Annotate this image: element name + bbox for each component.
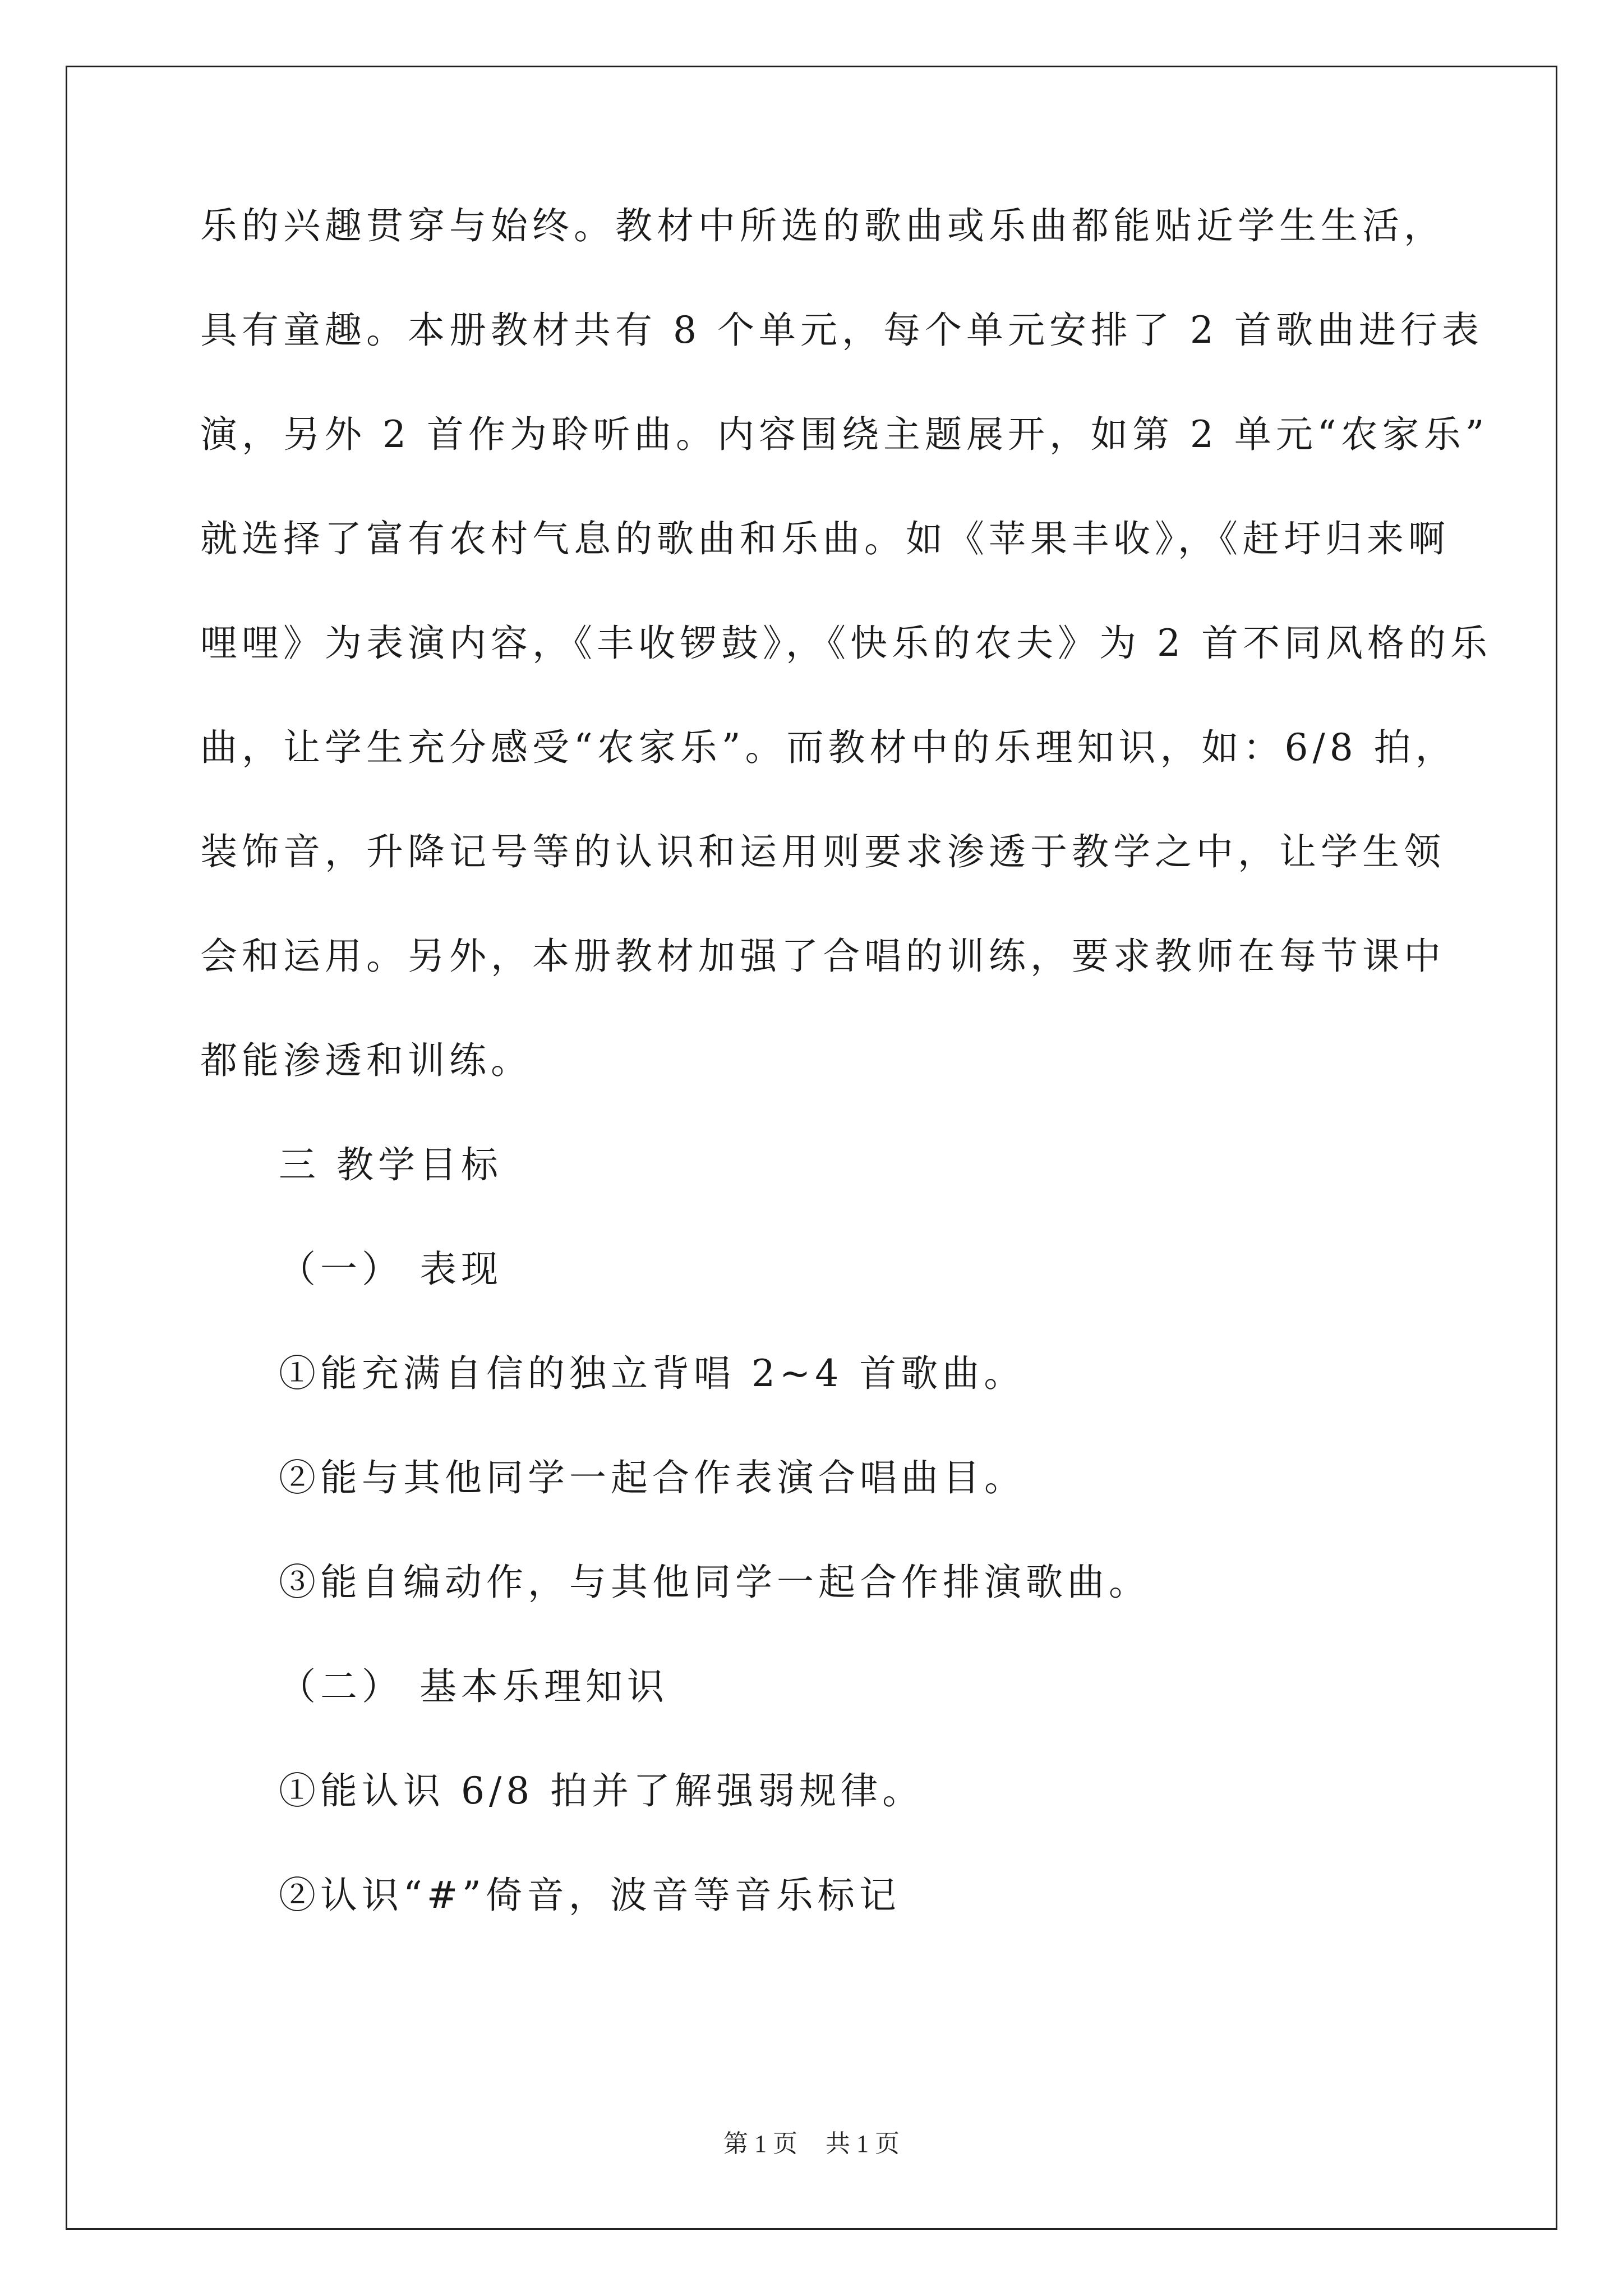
paragraph-line: 都能渗透和训练。 [200,1039,532,1082]
paragraph-line: 会和运用。另外，本册教材加强了合唱的训练，要求教师在每节课中 [200,935,1445,978]
paragraph-line: 装饰音，升降记号等的认识和运用则要求渗透于教学之中，让学生领 [200,830,1445,873]
subsection-heading-music-theory: （二） 基本乐理知识 [279,1665,668,1708]
paragraph-line: 哩哩》为表演内容，《丰收锣鼓》，《快乐的农夫》为 2 首不同风格的乐 [200,622,1492,665]
list-item: ③能自编动作，与其他同学一起合作排演歌曲。 [279,1561,1150,1604]
list-item: ②认识“#”倚音，波音等音乐标记 [279,1874,901,1917]
list-item: ①能充满自信的独立背唱 2~4 首歌曲。 [279,1352,1026,1395]
paragraph-line: 具有童趣。本册教材共有 8 个单元，每个单元安排了 2 首歌曲进行表 [200,309,1483,352]
paragraph-line: 就选择了富有农村气息的歌曲和乐曲。如《苹果丰收》，《赶圩归来啊 [200,517,1450,560]
subsection-heading-performance: （一） 表现 [279,1248,502,1291]
page-footer [0,2123,1623,2159]
paragraph-line: 演，另外 2 首作为聆听曲。内容围绕主题展开，如第 2 单元“农家乐” [200,413,1489,456]
list-item: ①能认识 6/8 拍并了解强弱规律。 [279,1769,924,1812]
page-number-current: 第 1 页 [723,2130,797,2157]
document-body [200,204,1492,1981]
paragraph-line: 曲，让学生充分感受“农家乐”。而教材中的乐理知识，如：6/8 拍， [200,726,1457,769]
paragraph-line: 乐的兴趣贯穿与始终。教材中所选的歌曲或乐曲都能贴近学生生活， [200,204,1445,247]
page-number-total: 共 1 页 [826,2130,900,2157]
section-heading: 三 教学目标 [279,1143,502,1186]
list-item: ②能与其他同学一起合作表演合唱曲目。 [279,1456,1026,1499]
